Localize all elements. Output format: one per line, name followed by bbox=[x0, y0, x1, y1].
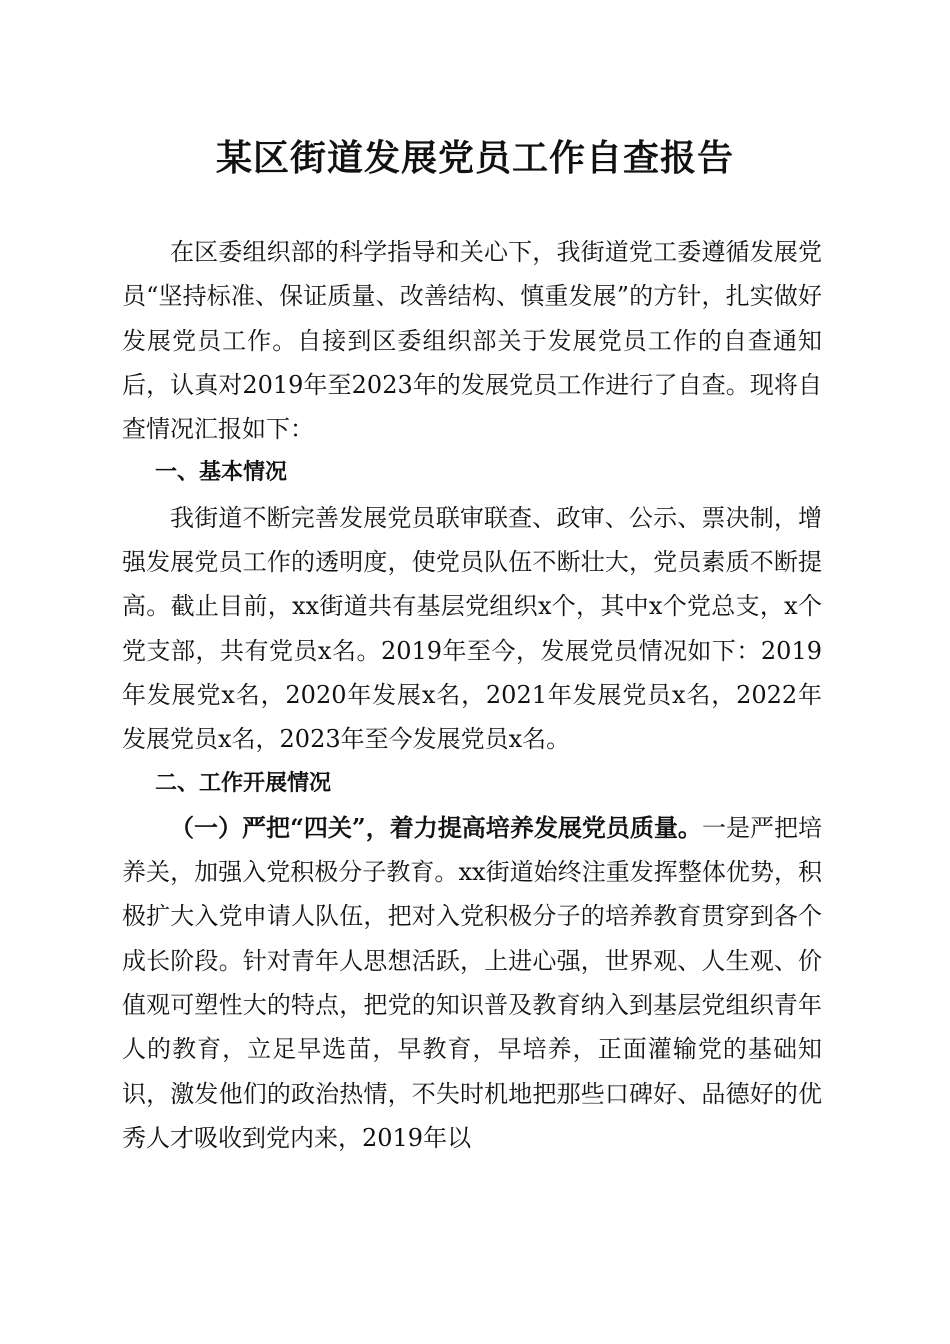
section-heading-work: 二、工作开展情况 bbox=[155, 770, 332, 796]
document-body bbox=[122, 230, 822, 1160]
section-heading-basic: 一、基本情况 bbox=[155, 460, 288, 486]
intro-paragraph: 在区委组织部的科学指导和关心下，我街道党工委遵循发展党员“坚持标准、保证质量、改善结构、慎重发展”的方针，扎实做好发展党员工作。自接到区委组织部关于发展党员工作的自查通知后，认真对2019年至2023年的发展党员工作进行了自查。现将自查情况汇报如下： bbox=[122, 238, 822, 444]
subsection-text: 一是严把培养关，加强入党积极分子教育。xx街道始终注重发挥整体优势，积极扩大入党申请人队伍，把对入党积极分子的培养教育贯穿到各个成长阶段。针对青年人思想活跃，上进心强，世界观、人生观、价值观可塑性大的特点，把党的知识普及教育纳入到基层党组织青年人的教育，立足早选苗，早教育，早培养，正面灌输党的基础知识，激发他们的政治热情，不失时机地把那些口碑好、品德好的优秀人才吸收到党内来，2019年以 bbox=[122, 813, 823, 1152]
page-title: 某区街道发展党员工作自查报告 bbox=[215, 137, 734, 179]
subsection-lead: （一）严把“四关”，着力提高培养发展党员质量。 bbox=[170, 812, 702, 842]
basic-situation-paragraph: 我街道不断完善发展党员联审联查、政审、公示、票决制，增强发展党员工作的透明度，使党员队伍不断壮大，党员素质不断提高。截止目前，xx街道共有基层党组织x个，其中x个党总支，x个党支部，共有党员x名。2019年至今，发展党员情况如下：2019年发展党x名，2020年发展x名，2021年发展党员x名，2022年发展党员x名，2023年至今发展党员x名。 bbox=[122, 503, 822, 754]
work-paragraph bbox=[122, 806, 822, 1160]
